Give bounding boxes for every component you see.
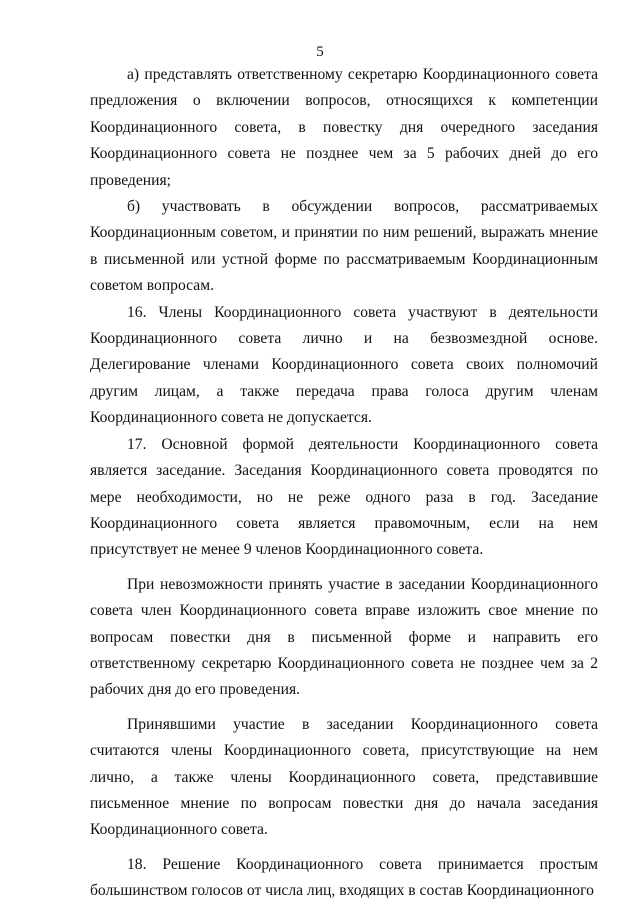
paragraph-b: б) участвовать в обсуждении вопросов, рассматриваемых Координационным советом, и принятии по ним решений, выражать мнение в письменной или устной форме по рассматриваемым Координационным советом вопросам.: [90, 198, 598, 295]
paragraph-absence: При невозможности принять участие в заседании Координационного совета член Координационного совета вправе изложить свое мнение по вопросам повестки дня в письменной форме и направить его ответственному секретарю Координационного совета не позднее чем за 2 рабочих дня до его проведения.: [90, 575, 598, 699]
page-number: 5: [316, 44, 324, 60]
paragraph-a: а) представлять ответственному секретарю Координационного совета предложения о включении вопросов, относящихся к компетенции Координационного совета, в повестку дня очередного заседания Координационного совета не позднее чем за 5 рабочих дней до его проведения;: [90, 66, 598, 189]
paragraph-16: 16. Члены Координационного совета участвуют в деятельности Координационного совета лично и на безвозмездной основе. Делегирование членами Координационного совета своих полномочий другим лицам, а также передача права голоса другим членам Координационного совета не допускается.: [90, 303, 598, 427]
paragraph-18: 18. Решение Координационного совета принимается простым большинством голосов от числа лиц, входящих в состав Координационного: [90, 855, 598, 900]
paragraph-17: 17. Основной формой деятельности Координационного совета является заседание. Заседания Координационного совета проводятся по мере необходимости, но не реже одного раза в год. Заседание Координационного совета является правомочным, если на нем присутствует не менее 9 членов Координационного совета.: [90, 435, 598, 559]
paragraph-participants: Принявшими участие в заседании Координационного совета считаются члены Координационного совета, присутствующие на нем лично, а также члены Координационного совета, представившие письменное мнение по вопросам повестки дня до начала заседания Координационного совета.: [90, 715, 598, 839]
document-body: [90, 62, 598, 905]
